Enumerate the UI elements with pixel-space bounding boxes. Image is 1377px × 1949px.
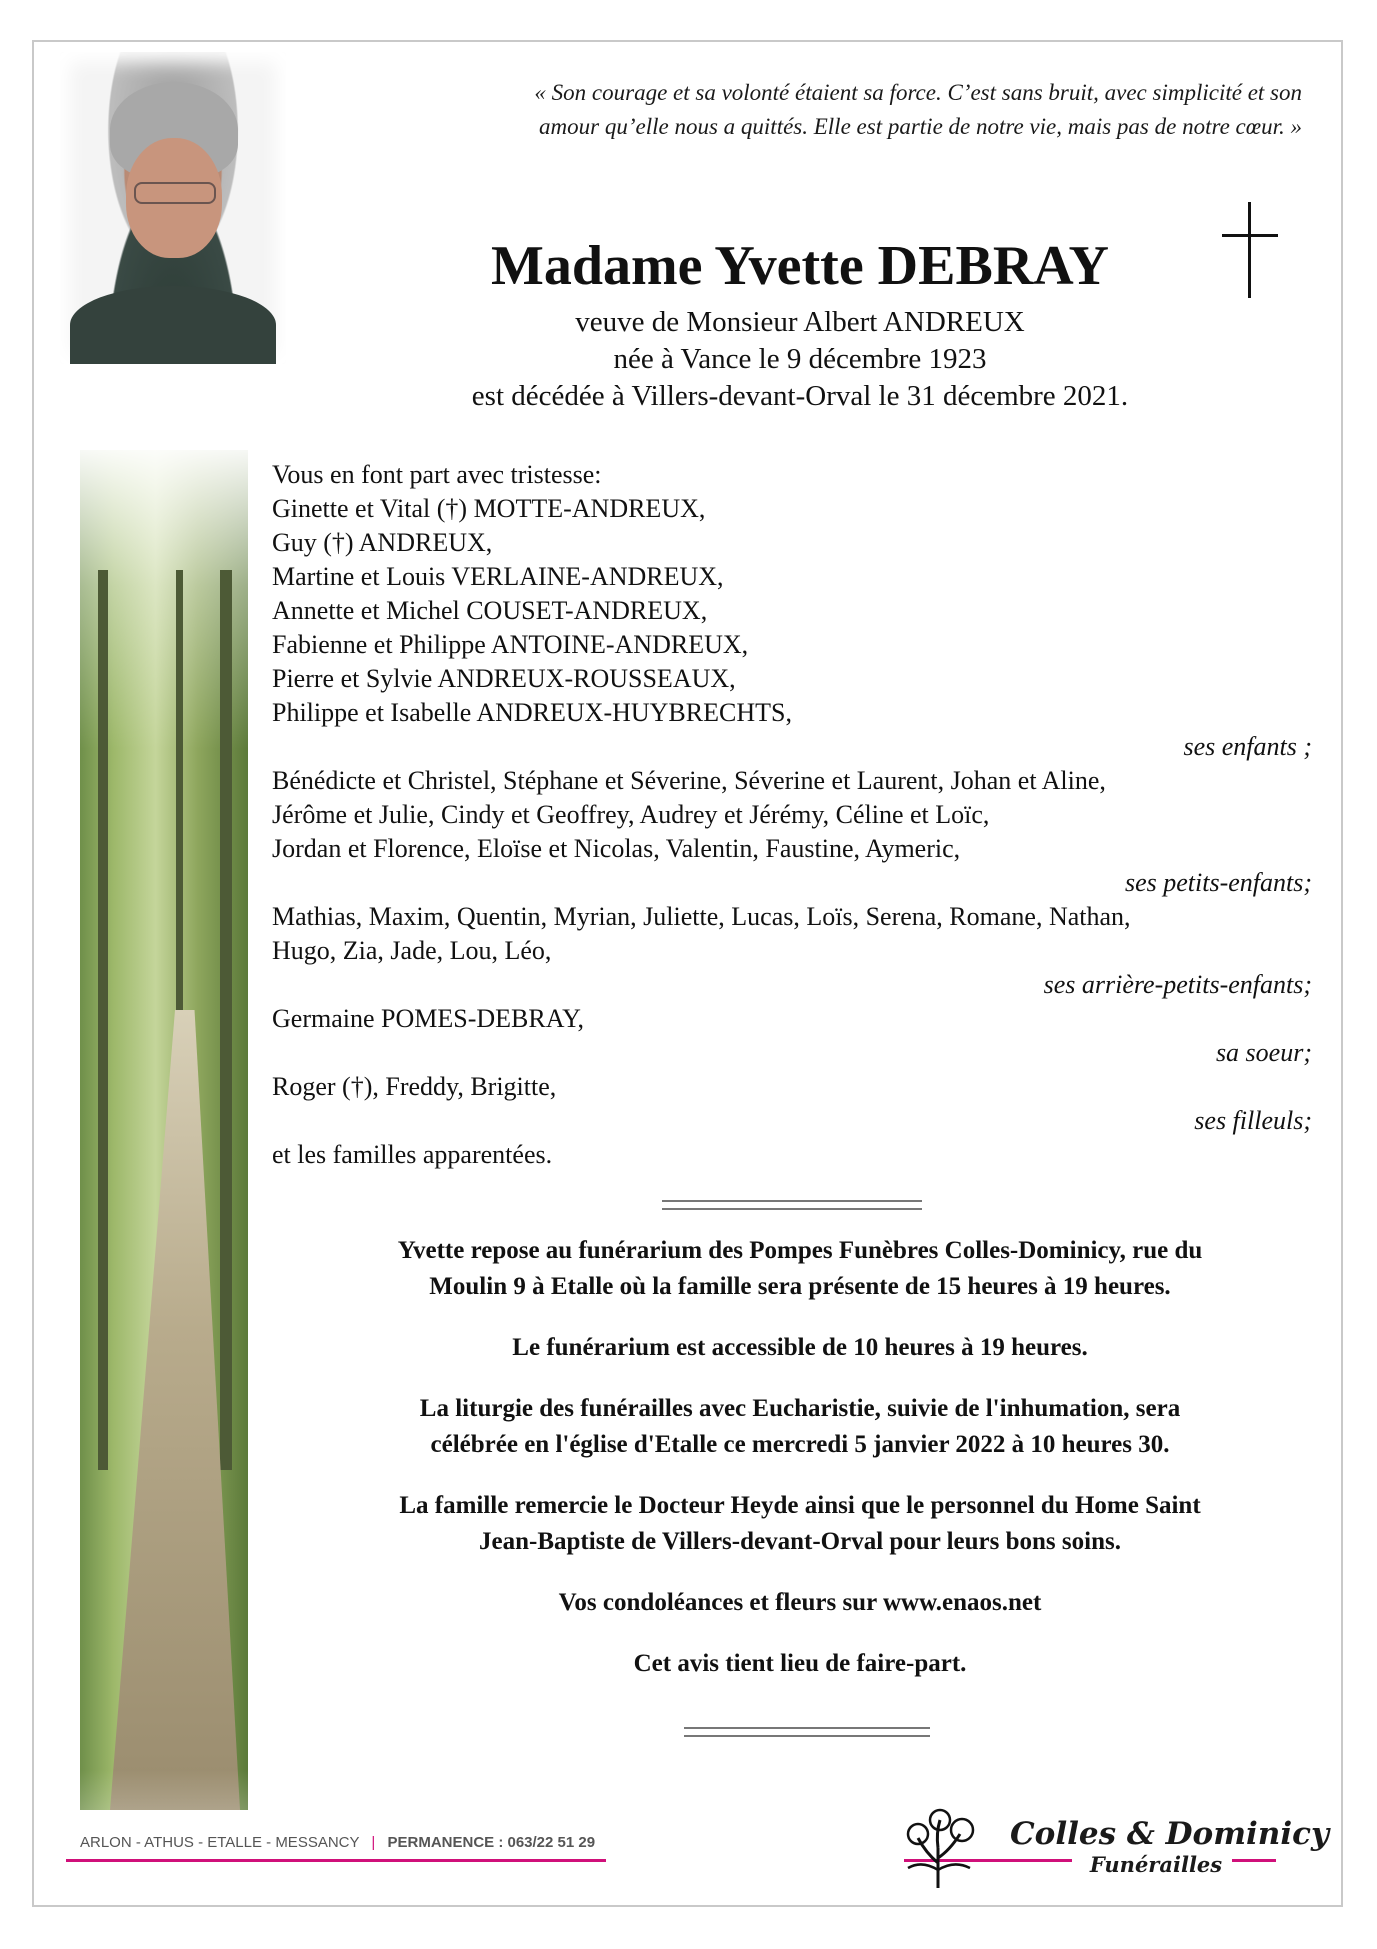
godchildren-role: ses filleuls;	[1194, 1106, 1312, 1135]
portrait-body	[70, 286, 276, 364]
announcement-wake	[310, 1233, 1290, 1305]
footer-separator: |	[371, 1834, 376, 1851]
children-role: ses enfants ;	[1183, 732, 1312, 761]
tree-logo-icon	[888, 1808, 988, 1890]
list-item: Pierre et Sylvie ANDREUX-ROUSSEAUX,	[272, 664, 736, 693]
announcement-line: Jean-Baptiste de Villers-devant-Orval pour leurs bons soins.	[479, 1528, 1121, 1555]
announcement-thanks	[310, 1488, 1290, 1560]
epitaph-quote	[350, 76, 1302, 144]
widow-of: veuve de Monsieur Albert ANDREUX	[575, 306, 1025, 338]
family-list	[272, 458, 1312, 1172]
portrait-photo	[60, 52, 286, 364]
list-item: Annette et Michel COUSET-ANDREUX,	[272, 596, 708, 625]
list-item: Jérôme et Julie, Cindy et Geoffrey, Audrey et Jérémy, Céline et Loïc,	[272, 800, 990, 829]
announcement-line: Yvette repose au funérarium des Pompes Funèbres Colles-Dominicy, rue du	[397, 1237, 1203, 1264]
announcement-line: Moulin 9 à Etalle où la famille sera présente de 15 heures à 19 heures.	[429, 1273, 1171, 1300]
birth-info: née à Vance le 9 décembre 1923	[613, 343, 987, 375]
footer-accent-line	[66, 1859, 606, 1862]
quote-line: « Son courage et sa volonté étaient sa force. C’est sans bruit, avec simplicité et son	[534, 80, 1302, 105]
announcement-line: La famille remercie le Docteur Heyde ainsi que le personnel du Home Saint	[399, 1492, 1201, 1519]
footer-permanence: PERMANENCE : 063/22 51 29	[387, 1834, 596, 1851]
death-info: est décédée à Villers-devant-Orval le 31 décembre 2021.	[471, 380, 1129, 412]
divider	[684, 1727, 930, 1737]
deceased-name: Madame Yvette DEBRAY	[491, 235, 1109, 297]
list-item: Hugo, Zia, Jade, Lou, Léo,	[272, 936, 552, 965]
great-grandchildren-role: ses arrière-petits-enfants;	[1043, 970, 1312, 999]
announcement-hours: Le funérarium est accessible de 10 heures à 19 heures.	[512, 1334, 1088, 1361]
announcement-notice: Cet avis tient lieu de faire-part.	[633, 1650, 967, 1677]
list-item: Ginette et Vital (†) MOTTE-ANDREUX,	[272, 494, 706, 523]
sister-role: sa soeur;	[1215, 1038, 1312, 1067]
tree-trunk	[220, 570, 232, 1470]
forest-path-image	[80, 450, 248, 1810]
quote-line: amour qu’elle nous a quittés. Elle est partie de notre vie, mais pas de notre cœur. »	[539, 114, 1302, 139]
godchildren-names: Roger (†), Freddy, Brigitte,	[272, 1072, 557, 1101]
list-item: Bénédicte et Christel, Stéphane et Séverine, Séverine et Laurent, Johan et Aline,	[272, 766, 1106, 795]
announcement-line: La liturgie des funérailles avec Eucharistie, suivie de l'inhumation, sera	[419, 1395, 1181, 1422]
brand-subtitle: Funérailles	[1089, 1852, 1223, 1877]
announcement-liturgy	[310, 1391, 1290, 1463]
family-intro: Vous en font part avec tristesse:	[272, 460, 602, 489]
family-closing: et les familles apparentées.	[272, 1140, 553, 1169]
footer-locations: ARLON - ATHUS - ETALLE - MESSANCY	[80, 1834, 360, 1851]
footer-contact	[80, 1834, 595, 1851]
list-item: Martine et Louis VERLAINE-ANDREUX,	[272, 562, 724, 591]
announcement-line: célébrée en l'église d'Etalle ce mercredi 5 janvier 2022 à 10 heures 30.	[430, 1431, 1170, 1458]
logo-accent-line	[1232, 1859, 1276, 1862]
list-item: Guy (†) ANDREUX,	[272, 528, 493, 557]
divider	[662, 1200, 922, 1210]
brand-name: Colles & Dominicy	[1010, 1816, 1329, 1852]
tree-trunk	[98, 570, 108, 1470]
funeral-announcements	[310, 1233, 1290, 1707]
grandchildren-role: ses petits-enfants;	[1124, 868, 1312, 897]
list-item: Mathias, Maxim, Quentin, Myrian, Juliette, Lucas, Loïs, Serena, Romane, Nathan,	[272, 902, 1131, 931]
list-item: Philippe et Isabelle ANDREUX-HUYBRECHTS,	[272, 698, 792, 727]
announcement-condolences: Vos condoléances et fleurs sur www.enaos.net	[558, 1589, 1042, 1616]
portrait-glasses	[134, 182, 216, 204]
list-item: Jordan et Florence, Eloïse et Nicolas, Valentin, Faustine, Aymeric,	[272, 834, 961, 863]
image-fade	[80, 1770, 248, 1810]
deceased-details	[350, 304, 1250, 415]
sister-name: Germaine POMES-DEBRAY,	[272, 1004, 585, 1033]
list-item: Fabienne et Philippe ANTOINE-ANDREUX,	[272, 630, 749, 659]
